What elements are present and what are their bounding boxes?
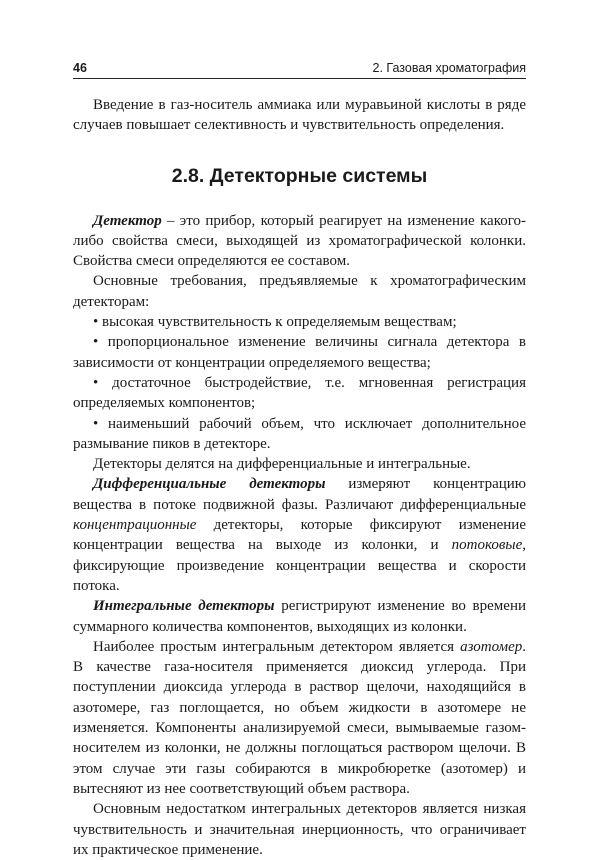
paragraph-detector-types: Детекторы делятся на дифференциальные и интегральные. xyxy=(93,456,471,473)
paragraph-disadvantages: Основным недостатком интегральных детекторов является низкая чувствительность и значительная инерционность, что ограничивает их практическое применение. xyxy=(73,801,526,858)
term-concentration: концентрационные xyxy=(73,517,197,534)
page-body xyxy=(73,95,526,860)
paragraph-differential-detectors: Дифференциальные детекторы измеряют концентрацию вещества в потоке подвижной фазы. Различают дифференциальные концентрационные детекторы, которые фиксируют изменение концентрации вещества на выходе из колонки, и потоковые, фиксирующие произведение концентрации вещества и скорости потока. xyxy=(73,476,526,594)
intro-paragraph: Введение в газ-носитель аммиака или муравьиной кислоты в ряде случаев повышает селективность и чувствительность определения. xyxy=(73,97,526,134)
requirement-item: • достаточное быстродействие, т.е. мгновенная регистрация определяемых компонентов; xyxy=(73,373,526,414)
paragraph-detector-definition xyxy=(73,211,526,272)
detector-definition-text: – это прибор, который реагирует на изменение какого-либо свойства смеси, выходящей из хроматографической колонки. Свойства смеси определяются ее составом. xyxy=(73,212,526,270)
term-azotometer: азотомер xyxy=(460,638,523,655)
term-flow: потоковые xyxy=(451,537,523,554)
paragraph-azotometer: Наиболее простым интегральным детектором является азотомер. В качестве газа-носителя применяется диоксид углерода. При поступлении диоксида углерода в раствор щелочи, находящийся в азотомере, газ поглощается, но объем жидкости в азотомере не изменяется. Компоненты анализируемой смеси, вымываемые газом-носителем из колонки, не должны поглощаться раствором щелочи. В этом случае эти газы собираются в микробюретке (азотомер) и вытесняют из нее соответствующий объем раствора. xyxy=(73,638,526,797)
term-integral-detectors: Интегральные детекторы xyxy=(93,598,275,615)
running-header xyxy=(73,58,526,79)
requirement-item: • пропорциональное изменение величины сигнала детектора в зависимости от концентрации определяемого вещества; xyxy=(73,332,526,373)
section-heading: 2.8. Детекторные системы xyxy=(171,164,428,187)
term-differential-detectors: Дифференциальные детекторы xyxy=(93,476,326,493)
requirement-item: • высокая чувствительность к определяемым веществам; xyxy=(73,312,526,332)
requirement-item: • наименьший рабочий объем, что исключает дополнительное размывание пиков в детекторе. xyxy=(73,414,526,455)
chapter-title: 2. Газовая хроматография xyxy=(372,61,526,75)
term-detector: Детектор xyxy=(93,212,162,229)
paragraph-requirements-intro: Основные требования, предъявляемые к хроматографическим детекторам: xyxy=(73,273,526,310)
page-number: 46 xyxy=(73,61,87,75)
paragraph-integral-detectors: Интегральные детекторы регистрируют изменение во времени суммарного количества компонентов, выходящих из колонки. xyxy=(73,598,527,635)
